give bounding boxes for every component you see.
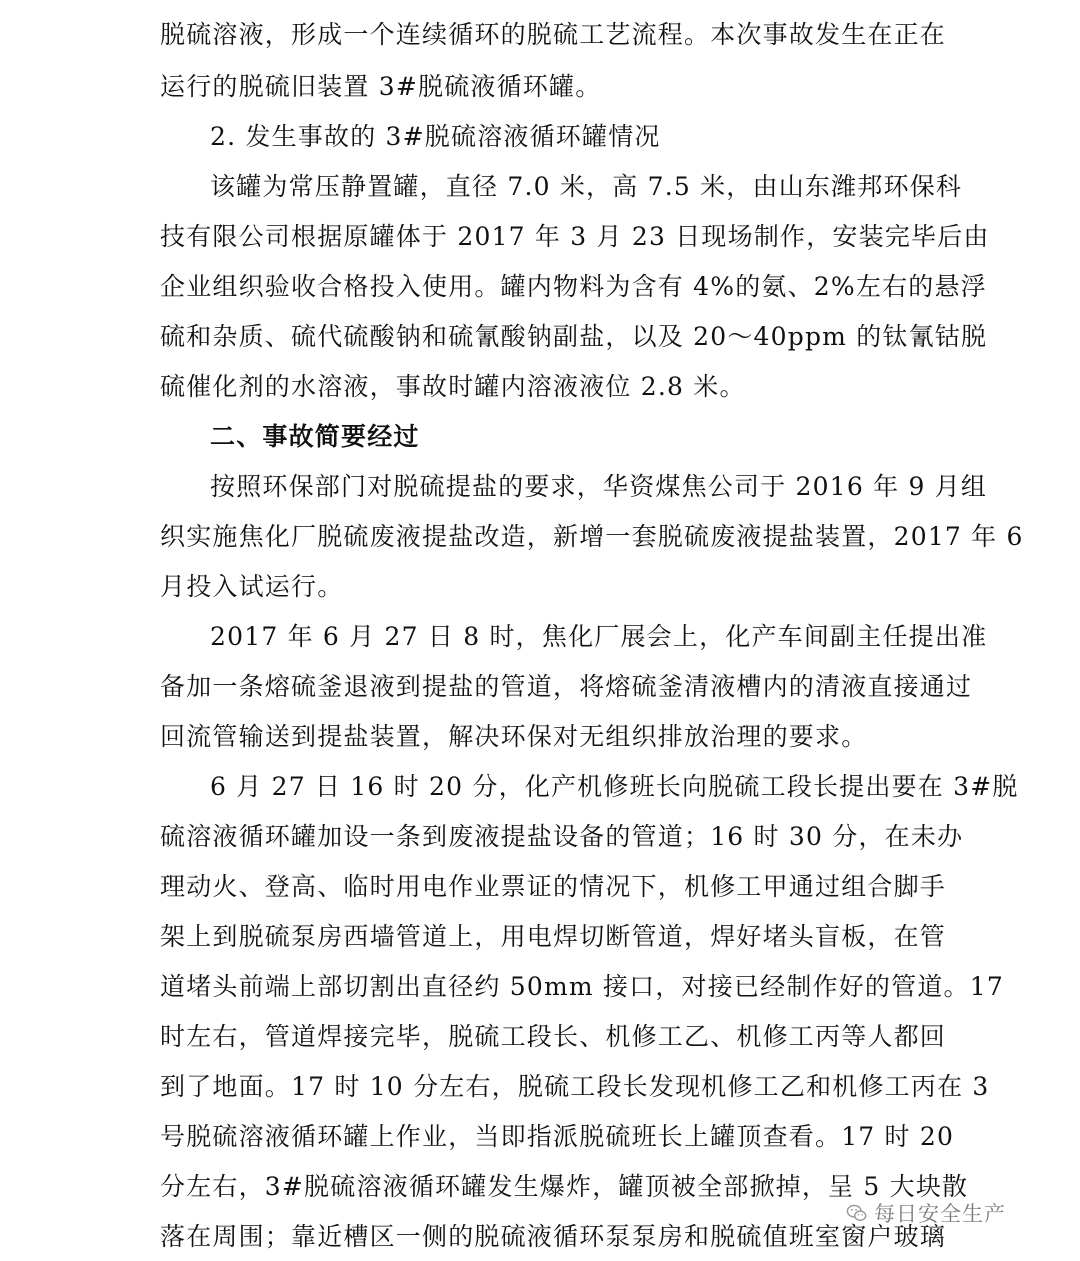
text-line: 到了地面。17 时 10 分左右，脱硫工段长发现机修工乙和机修工丙在 3 [160, 1072, 990, 1101]
text-line: 运行的脱硫旧装置 3#脱硫液循环罐。 [160, 72, 602, 101]
text-line: 硫催化剂的水溶液，事故时罐内溶液液位 2.8 米。 [160, 372, 746, 401]
text-line: 时左右，管道焊接完毕，脱硫工段长、机修工乙、机修工丙等人都回 [160, 1022, 947, 1051]
text-line: 理动火、登高、临时用电作业票证的情况下，机修工甲通过组合脚手 [160, 872, 947, 901]
text-line: 号脱硫溶液循环罐上作业，当即指派脱硫班长上罐顶查看。17 时 20 [160, 1122, 955, 1151]
text-line: 硫和杂质、硫代硫酸钠和硫氰酸钠副盐，以及 20～40ppm 的钛氰钴脱 [160, 322, 988, 351]
text-line: 道堵头前端上部切割出直径约 50mm 接口，对接已经制作好的管道。17 [160, 972, 1004, 1001]
watermark [846, 1198, 1006, 1228]
text-line: 分左右，3#脱硫溶液循环罐发生爆炸，罐顶被全部掀掉，呈 5 大块散 [160, 1172, 969, 1201]
text-line: 脱硫溶液，形成一个连续循环的脱硫工艺流程。本次事故发生在正在 [160, 20, 947, 49]
wechat-icon [846, 1202, 868, 1224]
text-line: 按照环保部门对脱硫提盐的要求，华资煤焦公司于 2016 年 9 月组 [210, 472, 988, 501]
text-line: 备加一条熔硫釜退液到提盐的管道，将熔硫釜清液槽内的清液直接通过 [160, 672, 973, 701]
text-line: 技有限公司根据原罐体于 2017 年 3 月 23 日现场制作，安装完毕后由 [160, 222, 990, 251]
text-line: 架上到脱硫泵房西墙管道上，用电焊切断管道，焊好堵头盲板，在管 [160, 922, 947, 951]
text-line: 6 月 27 日 16 时 20 分，化产机修班长向脱硫工段长提出要在 3#脱 [210, 772, 1019, 801]
text-line: 企业组织验收合格投入使用。罐内物料为含有 4%的氨、2%左右的悬浮 [160, 272, 987, 301]
section-subheading: 2. 发生事故的 3#脱硫溶液循环罐情况 [210, 122, 661, 151]
watermark-text: 每日安全生产 [874, 1202, 1006, 1226]
text-line: 该罐为常压静置罐，直径 7.0 米，高 7.5 米，由山东潍邦环保科 [210, 172, 963, 201]
text-line: 硫溶液循环罐加设一条到废液提盐设备的管道；16 时 30 分，在未办 [160, 822, 964, 851]
text-line: 回流管输送到提盐装置，解决环保对无组织排放治理的要求。 [160, 722, 868, 751]
section-heading: 二、事故简要经过 [210, 422, 420, 451]
text-line: 月投入试运行。 [160, 572, 344, 601]
text-line: 落在周围；靠近槽区一侧的脱硫液循环泵泵房和脱硫值班室窗户玻璃 [160, 1222, 947, 1251]
text-line: 2017 年 6 月 27 日 8 时，焦化厂展会上，化产车间副主任提出准 [210, 622, 988, 651]
text-line: 织实施焦化厂脱硫废液提盐改造，新增一套脱硫废液提盐装置，2017 年 6 [160, 522, 1024, 551]
